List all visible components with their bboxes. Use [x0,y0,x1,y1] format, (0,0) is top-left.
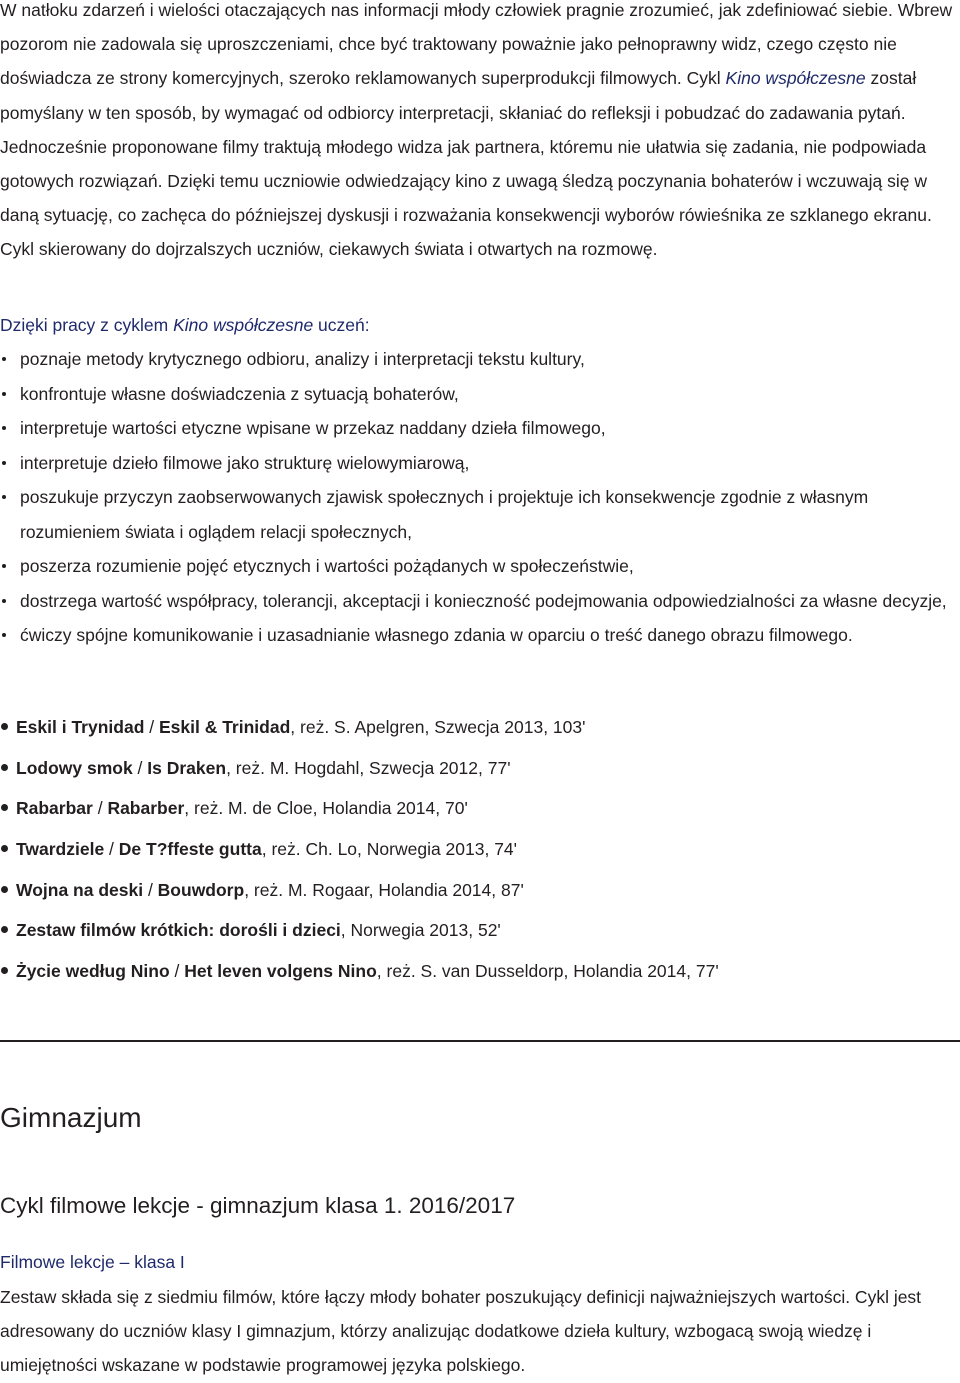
section-divider [0,1040,960,1042]
film-list [0,710,958,995]
film-item: Zestaw filmów krótkich: dorośli i dzieci, Norwegia 2013, 52' [0,913,958,954]
list-item: dostrzega wartość współpracy, tolerancji, akceptacji i konieczność podejmowania odpowiedzialności za własne decyzje, [0,584,958,619]
list-item: ćwiczy spójne komunikowanie i uzasadnianie własnego zdania w oparciu o treść danego obrazu filmowego. [0,618,958,653]
cycle-title: Cykl filmowe lekcje - gimnazjum klasa 1. 2016/2017 [0,1193,516,1218]
list-item: konfrontuje własne doświadczenia z sytuacją bohaterów, [0,377,958,412]
list-item: poszerza rozumienie pojęć etycznych i wartości pożądanych w społeczeństwie, [0,549,958,584]
cycle-name: Kino współczesne [725,68,866,89]
intro-text-part2: został pomyślany w ten sposób, by wymagać od odbiorcy interpretacji, skłaniać do refleksji i pobudzać do zadawania pytań. Jednocześnie proponowane filmy traktują młodego widza jak partnera, któremu nie ułatwia się zadania, nie podpowiada gotowych rozwiązań. Dzięki temu uczniowie odwiedzający kino z uwagą śledzą poczynania bohaterów i wczuwają się w daną sytuację, co zachęca do późniejszej dyskusji i rozważania konsekwencji wyborów rówieśnika ze szklanego ekranu. Cykl skierowany do dojrzalszych uczniów, ciekawych świata i otwartych na rozmowę. [0,68,932,260]
film-item: Twardziele / De T?ffeste gutta, reż. Ch. Lo, Norwegia 2013, 74' [0,832,958,873]
intro-text-part1: W natłoku zdarzeń i wielości otaczających nas informacji młody człowiek pragnie zrozumieć, jak zdefiniować siebie. Wbrew pozorom nie zadowala się uproszczeniami, chce być traktowany poważnie jako pełnoprawny widz, czego często nie doświadcza ze strony komercyjnych, szeroko reklamowanych superprodukcji filmowych. Cykl [0,0,953,89]
film-item: Rabarbar / Rabarber, reż. M. de Cloe, Holandia 2014, 70' [0,791,958,832]
benefits-heading: Dzięki pracy z cyklem Kino współczesne uczeń: [0,315,370,335]
class-heading: Filmowe lekcje – klasa I [0,1252,185,1272]
class-description: Zestaw składa się z siedmiu filmów, które łączy młody bohater poszukujący definicji najważniejszych wartości. Cykl jest adresowany do uczniów klasy I gimnazjum, którzy analizując dodatkowe dzieła kultury, wzbogacą swoją wiedzę i umiejętności wskazane w podstawie programowej języka polskiego. [0,1287,922,1376]
list-item: interpretuje dzieło filmowe jako strukturę wielowymiarową, [0,446,958,481]
intro-paragraph [0,0,958,267]
film-item: Życie według Nino / Het leven volgens Nino, reż. S. van Dusseldorp, Holandia 2014, 77' [0,954,958,995]
list-item: interpretuje wartości etyczne wpisane w przekaz naddany dzieła filmowego, [0,411,958,446]
film-item: Lodowy smok / Is Draken, reż. M. Hogdahl, Szwecja 2012, 77' [0,751,958,792]
list-item: poszukuje przyczyn zaobserwowanych zjawisk społecznych i projektuje ich konsekwencje zgodnie z własnym rozumieniem świata i oglądem relacji społecznych, [0,480,958,549]
film-item: Eskil i Trynidad / Eskil & Trinidad, reż. S. Apelgren, Szwecja 2013, 103' [0,710,958,751]
section-title: Gimnazjum [0,1102,142,1133]
benefits-list [0,342,958,653]
film-item: Wojna na deski / Bouwdorp, reż. M. Rogaar, Holandia 2014, 87' [0,873,958,914]
list-item: poznaje metody krytycznego odbioru, analizy i interpretacji tekstu kultury, [0,342,958,377]
